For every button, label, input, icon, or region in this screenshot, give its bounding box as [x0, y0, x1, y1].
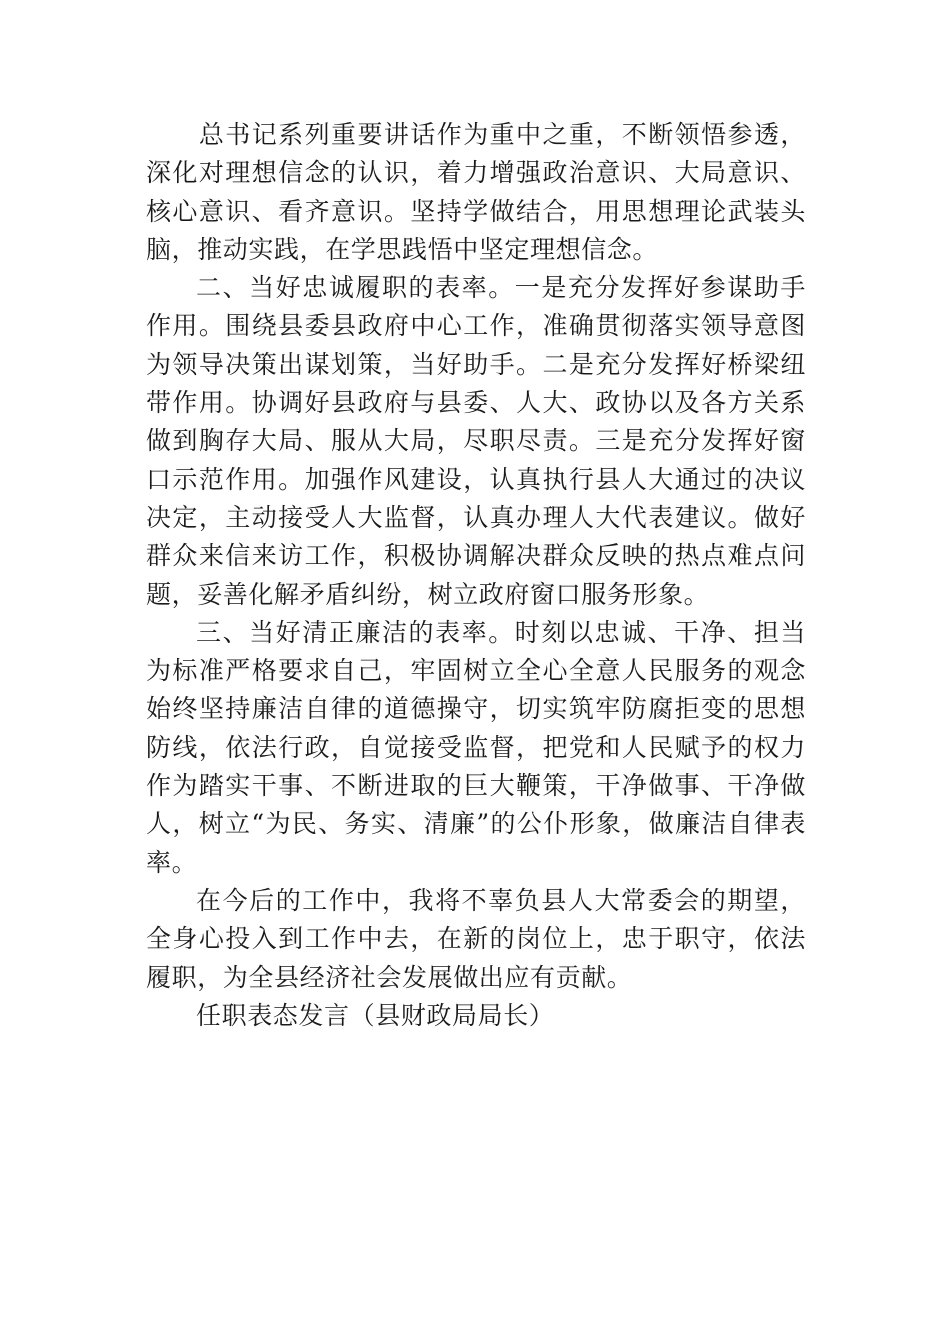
paragraph-ideals-continuation: 总书记系列重要讲话作为重中之重，不断领悟参透，深化对理想信念的认识，着力增强政治意识、大局意识、核心意识、看齐意识。坚持学做结合，用思想理论武装头脑，推动实践，在学思践悟中坚定理想信念。 — [146, 120, 806, 264]
paragraph-closing: 在今后的工作中，我将不辜负县人大常委会的期望，全身心投入到工作中去，在新的岗位上，忠于职守，依法履职，为全县经济社会发展做出应有贡献。 — [146, 885, 806, 992]
next-speech-title: 任职表态发言（县财政局局长） — [196, 1000, 555, 1030]
paragraph-loyal-duty: 二、当好忠诚履职的表率。一是充分发挥好参谋助手作用。围绕县委县政府中心工作，准确贯彻落实领导意图为领导决策出谋划策，当好助手。二是充分发挥好桥梁纽带作用。协调好县政府与县委、人大、政协以及各方关系做到胸存大局、服从大局，尽职尽责。三是充分发挥好窗口示范作用。加强作风建设，认真执行县人大通过的决议决定，主动接受人大监督，认真办理人大代表建议。做好群众来信来访工作，积极协调解决群众反映的热点难点问题，妥善化解矛盾纠纷，树立政府窗口服务形象。 — [146, 273, 806, 609]
document-body — [146, 116, 806, 1035]
paragraph-integrity: 三、当好清正廉洁的表率。时刻以忠诚、干净、担当为标准严格要求自己，牢固树立全心全意人民服务的观念始终坚持廉洁自律的道德操守，切实筑牢防腐拒变的思想防线，依法行政，自觉接受监督，把党和人民赋予的权力作为踏实干事、不断进取的巨大鞭策，干净做事、干净做人，树立“为民、务实、清廉”的公仆形象，做廉洁自律表率。 — [146, 617, 806, 877]
